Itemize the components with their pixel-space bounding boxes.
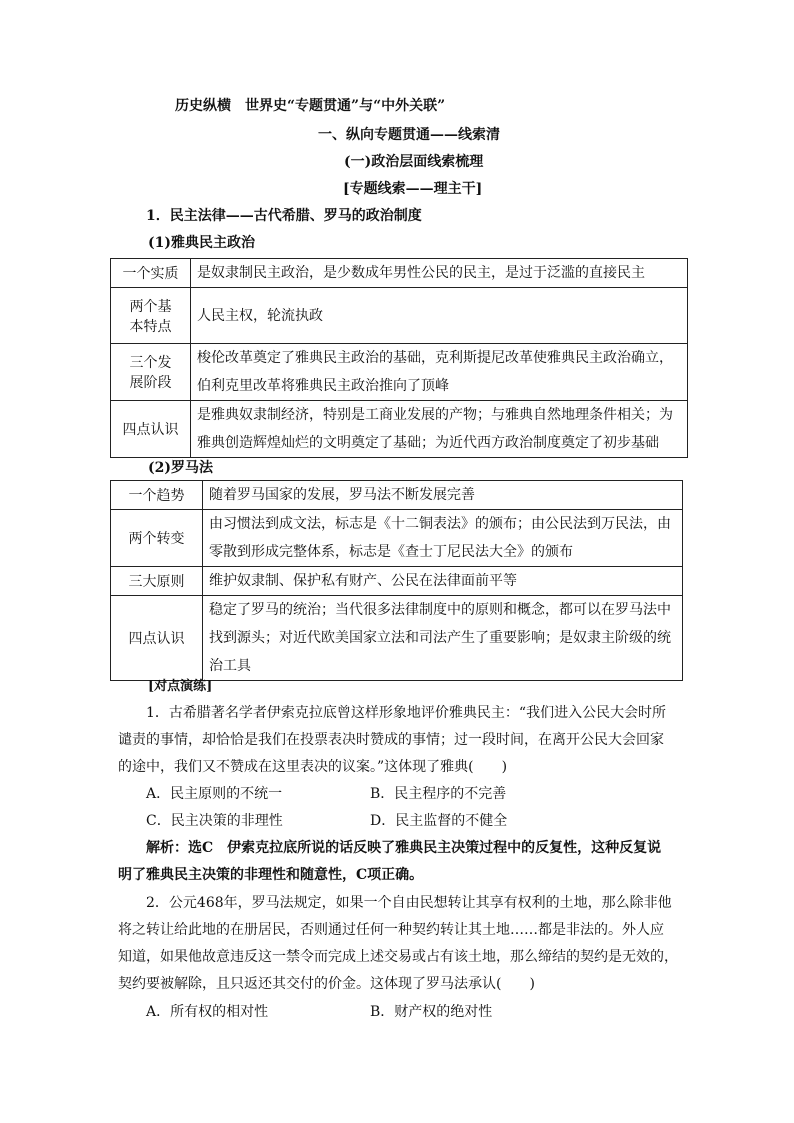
bracket-heading: [专题线索——理主干] (343, 181, 483, 197)
row-content: 人民主权，轮流执政 (191, 288, 688, 344)
row-content: 由习惯法到成文法，标志是《十二铜表法》的颁布；由公民法到万民法，由 零散到形成完整体系，标志是《查士丁尼民法大全》的颁布 (203, 510, 683, 567)
row-content: 维护奴隶制、保护私有财产、公民在法律面前平等 (203, 567, 683, 596)
row-header: 两个转变 (111, 510, 203, 567)
topic-heading: 1．民主法律——古代希腊、罗马的政治制度 (146, 208, 422, 224)
row-header: 一个趋势 (111, 481, 203, 510)
table-row (111, 567, 683, 596)
table-row (111, 481, 683, 510)
practice-heading: [对点演练] (148, 679, 213, 694)
table-row (111, 510, 683, 567)
analysis-line: 明了雅典民主决策的非理性和随意性，C项正确。 (118, 867, 424, 883)
subsection-heading: (一)政治层面线索梳理 (344, 154, 484, 170)
option-d: D．民主监督的不健全 (370, 813, 508, 829)
row-header: 三个发 展阶段 (111, 344, 191, 401)
question-1-line: 的途中，我们又不赞成在这里表决的议案。”这体现了雅典( ) (118, 759, 508, 775)
question-2-line: 将之转让给此地的在册居民，否则通过任何一种契约转让其土地……都是非法的。外人应 (118, 922, 664, 938)
athens-subheading: (1)雅典民主政治 (148, 235, 255, 251)
row-content: 随着罗马国家的发展，罗马法不断发展完善 (203, 481, 683, 510)
question-1-line: 1．古希腊著名学者伊索克拉底曾这样形象地评价雅典民主：“我们进入公民大会时所 (146, 705, 667, 721)
option-b: B．财产权的绝对性 (370, 1004, 493, 1020)
question-2-line: 知道，如果他故意违反这一禁令而完成上述交易或占有该土地，那么缔结的契约是无效的， (118, 949, 678, 965)
question-2-line: 2．公元468年，罗马法规定，如果一个自由民想转让其享有权利的土地，那么除非他 (146, 895, 672, 911)
table-row (111, 401, 688, 458)
row-header: 一个实质 (111, 259, 191, 288)
doc-title: 历史纵横 世界史“专题贯通”与“中外关联” (175, 98, 446, 114)
table-row (111, 259, 688, 288)
table-row (111, 596, 683, 681)
athens-democracy-table (110, 258, 688, 458)
option-a: A．民主原则的不统一 (146, 786, 283, 802)
row-header: 两个基 本特点 (111, 288, 191, 344)
row-content: 是奴隶制民主政治，是少数成年男性公民的民主，是过于泛滥的直接民主 (191, 259, 688, 288)
row-header: 四点认识 (111, 401, 191, 458)
option-c: C．民主决策的非理性 (146, 813, 283, 829)
question-1-line: 谴责的事情，却恰恰是我们在投票表决时赞成的事情；过一段时间，在离开公民大会回家 (118, 732, 664, 748)
row-content: 稳定了罗马的统治；当代很多法律制度中的原则和概念，都可以在罗马法中 找到源头；对近代欧美国家立法和司法产生了重要影响；是奴隶主阶级的统 治工具 (203, 596, 683, 681)
table-row (111, 288, 688, 344)
row-header: 四点认识 (111, 596, 203, 681)
question-2-line: 契约要被解除，且只返还其交付的价金。这体现了罗马法承认( ) (118, 976, 535, 992)
row-header: 三大原则 (111, 567, 203, 596)
option-a: A．所有权的相对性 (146, 1004, 269, 1020)
table-row (111, 344, 688, 401)
roman-law-subheading: (2)罗马法 (148, 460, 213, 476)
roman-law-table (110, 480, 683, 681)
option-b: B．民主程序的不完善 (370, 786, 507, 802)
row-content: 是雅典奴隶制经济，特别是工商业发展的产物；与雅典自然地理条件相关；为 雅典创造辉煌灿烂的文明奠定了基础；为近代西方政治制度奠定了初步基础 (191, 401, 688, 458)
analysis-line: 解析：选C 伊索克拉底所说的话反映了雅典民主决策过程中的反复性，这种反复说 (146, 840, 662, 856)
section-heading: 一、纵向专题贯通——线索清 (318, 127, 500, 143)
row-content: 梭伦改革奠定了雅典民主政治的基础，克利斯提尼改革使雅典民主政治确立， 伯利克里改革将雅典民主政治推向了顶峰 (191, 344, 688, 401)
